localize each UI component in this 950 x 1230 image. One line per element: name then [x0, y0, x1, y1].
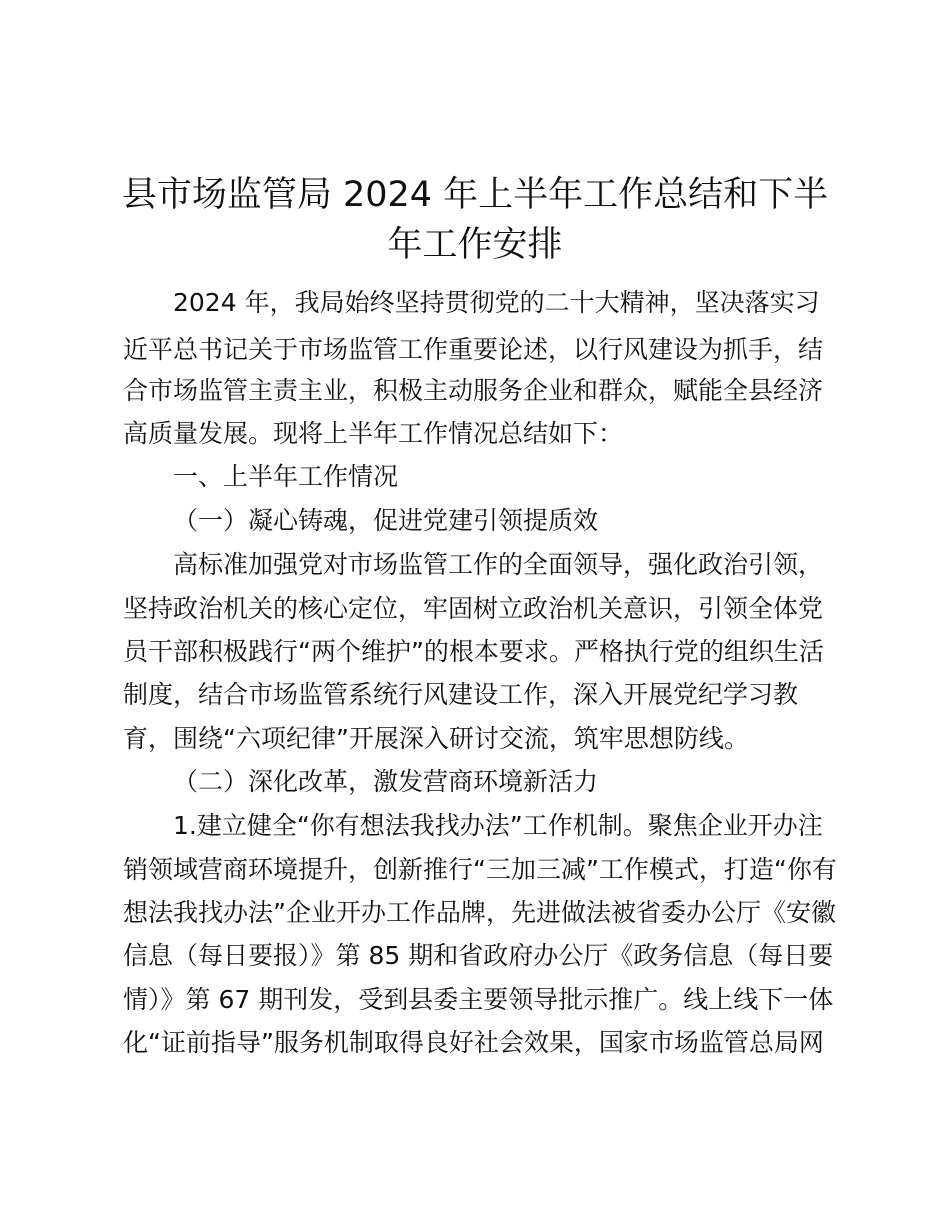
paragraph-line: 想法我找办法”企业开办工作品牌，先进做法被省委办公厅《安徽 — [123, 898, 836, 927]
paragraph-line: 员干部积极践行“两个维护”的根本要求。严格执行党的组织生活 — [123, 637, 824, 666]
paragraph-line: 坚持政治机关的核心定位，牢固树立政治机关意识，引领全体党 — [123, 594, 824, 623]
paragraph-line: 合市场监管主责主业，积极主动服务企业和群众，赋能全县经济 — [123, 376, 824, 405]
subsection-heading: （一）凝心铸魂，促进党建引领提质效 — [173, 506, 599, 535]
title-line: 年工作安排 — [387, 225, 563, 265]
title-line: 县市场监管局 2024 年上半年工作总结和下半 — [121, 175, 829, 215]
paragraph-line: 化“证前指导”服务机制取得良好社会效果，国家市场监管总局网 — [123, 1028, 824, 1057]
subsection-heading: （二）深化改革，激发营商环境新活力 — [173, 767, 599, 796]
paragraph-line: 1.建立健全“你有想法我找办法”工作机制。聚焦企业开办注 — [173, 811, 823, 840]
paragraph-line: 近平总书记关于市场监管工作重要论述，以行风建设为抓手，结 — [123, 335, 824, 364]
paragraph-line: 高质量发展。现将上半年工作情况总结如下： — [123, 419, 624, 448]
paragraph-line: 情）》第 67 期刊发，受到县委主要领导批示推广。线上线下一体 — [123, 985, 834, 1014]
paragraph-line: 2024 年，我局始终坚持贯彻党的二十大精神，坚决落实习 — [173, 288, 820, 317]
document-title — [120, 170, 830, 270]
paragraph-line: 销领域营商环境提升，创新推行“三加三减”工作模式，打造“你有 — [123, 855, 837, 884]
paragraph-line: 育，围绕“六项纪律”开展深入研讨交流，筑牢思想防线。 — [123, 724, 749, 753]
paragraph-line: 信息（每日要报）》第 85 期和省政府办公厅《政务信息（每日要 — [123, 941, 834, 970]
paragraph-line: 高标准加强党对市场监管工作的全面领导，强化政治引领， — [173, 550, 824, 579]
paragraph-line: 制度，结合市场监管系统行风建设工作，深入开展党纪学习教 — [123, 680, 799, 709]
section-heading: 一、上半年工作情况 — [173, 462, 399, 491]
